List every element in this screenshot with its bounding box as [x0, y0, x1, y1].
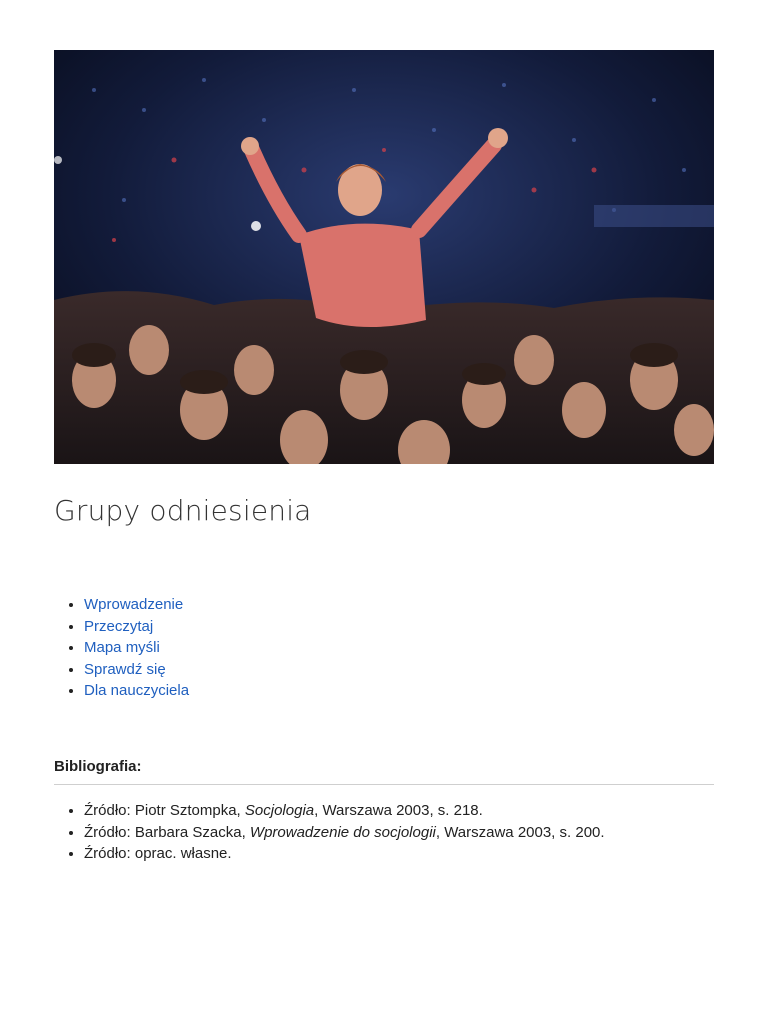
- nav-link-sprawdz-sie[interactable]: Sprawdź się: [84, 660, 166, 678]
- bibliography-list: [54, 800, 605, 865]
- bibliography-item-title: Socjologia: [244, 802, 315, 819]
- divider: [54, 784, 714, 785]
- nav-link-mapa-mysli[interactable]: Mapa myśli: [84, 639, 160, 657]
- nav-link-wprowadzenie[interactable]: Wprowadzenie: [84, 596, 184, 613]
- bibliography-item-suffix: , Warszawa 2003, s. 218.: [314, 802, 483, 819]
- bibliography-item-prefix: Źródło: oprac. własne.: [84, 845, 232, 863]
- bibliography-item-prefix: Źródło: Barbara Szacka,: [84, 823, 250, 841]
- list-item: [84, 659, 189, 681]
- section-nav: [54, 594, 189, 702]
- bibliography-item: [84, 822, 605, 844]
- bibliography-heading: Bibliografia:: [54, 758, 142, 775]
- page-title: Grupy odniesienia: [54, 494, 312, 527]
- bibliography-item: [84, 843, 605, 865]
- nav-link-dla-nauczyciela[interactable]: Dla nauczyciela: [84, 682, 190, 700]
- list-item: [84, 680, 189, 702]
- bibliography-item-title: Wprowadzenie do socjologii: [249, 823, 436, 841]
- list-item: [84, 616, 189, 638]
- nav-link-przeczytaj[interactable]: Przeczytaj: [84, 617, 154, 635]
- hero-image: [54, 50, 714, 464]
- list-item: [84, 637, 189, 659]
- bibliography-item-prefix: Źródło: Piotr Sztompka,: [84, 802, 245, 819]
- list-item: [84, 594, 189, 616]
- bibliography-item: [84, 800, 605, 822]
- concert-crowd-photo: [54, 50, 714, 464]
- bibliography-item-suffix: , Warszawa 2003, s. 200.: [435, 823, 605, 841]
